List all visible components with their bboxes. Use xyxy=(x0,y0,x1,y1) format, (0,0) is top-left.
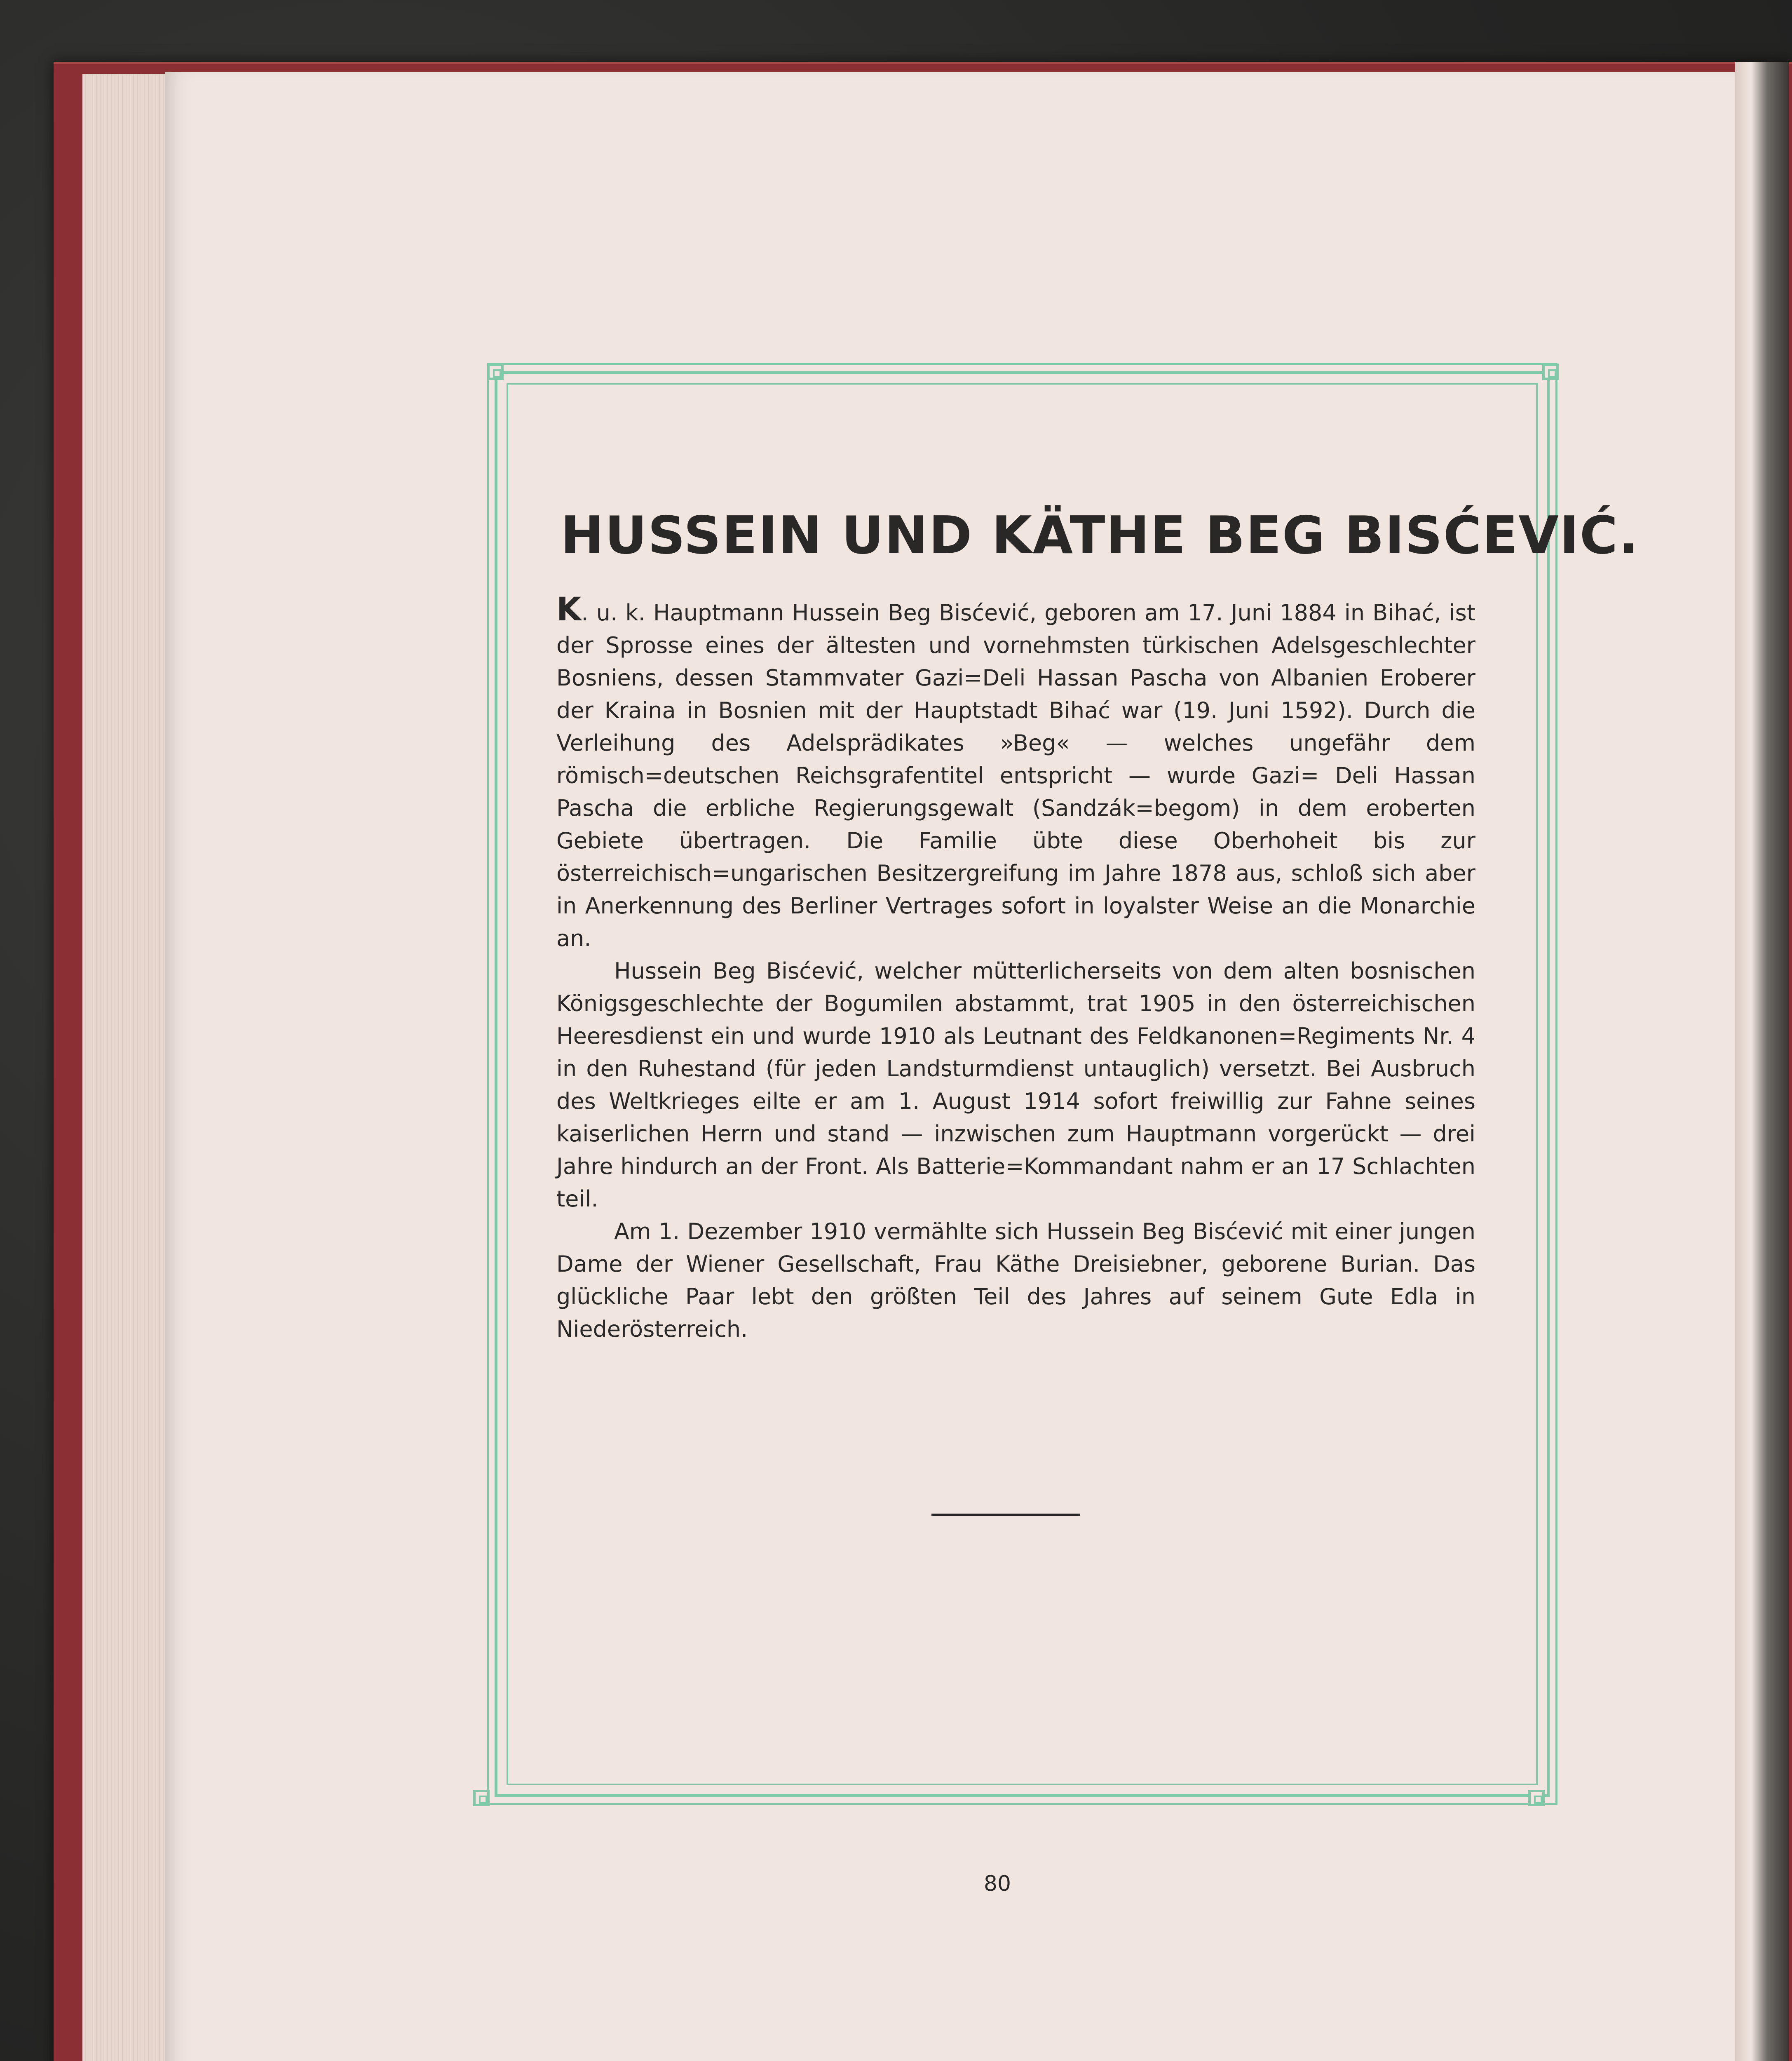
paragraph-1-text: . u. k. Hauptmann Hussein Beg Bisćević, geboren am 17. Juni 1884 in Bihać, ist der Sprosse eines der ältesten und vornehmsten türkischen Adelsgeschlechter Bosniens, dessen Stammvater Gazi=Deli Hassan Pascha von Albanien Eroberer der Kraina in Bosnien mit der Hauptstadt Bihać war (19. Juni 1592). Durch die Verleihung des Adelsprädikates »Beg« — welches ungefähr dem römisch=deutschen Reichsgrafentitel entspricht — wurde Gazi= Deli Hassan Pascha die erbliche Regierungsgewalt (Sandzák=begom) in dem eroberten Gebiete übertragen. Die Familie übte diese Oberhoheit bis zur österreichisch=ungarischen Besitzergreifung im Jahre 1878 aus, schloß sich aber in Anerkennung des Berliner Vertrages sofort in loyalster Weise an die Monarchie an. xyxy=(556,600,1475,951)
article-body xyxy=(556,591,1475,1345)
paragraph-2: Hussein Beg Bisćević, welcher mütterlicherseits von dem alten bosnischen Königsgeschlechte der Bogumilen abstammt, trat 1905 in den österreichischen Heeresdienst ein und wurde 1910 als Leutnant des Feldkanonen=Regiments Nr. 4 in den Ruhestand (für jeden Landsturmdienst untauglich) versetzt. Bei Ausbruch des Weltkrieges eilte er am 1. August 1914 sofort freiwillig zur Fahne seines kaiserlichen Herrn und stand — inzwischen zum Hauptmann vorgerückt — drei Jahre hindurch an der Front. Als Batterie=Kommandant nahm er an 17 Schlachten teil. xyxy=(556,958,1475,1212)
closing-rule xyxy=(931,1514,1080,1516)
drop-cap: K xyxy=(556,591,582,628)
frame-corner-top-left xyxy=(487,364,504,380)
frame-corner-bottom-right xyxy=(1528,1790,1545,1806)
paragraph-1 xyxy=(556,591,1475,955)
frame-corner-top-right xyxy=(1542,364,1559,380)
article-title: HUSSEIN UND KÄTHE BEG BISĆEVIĆ. xyxy=(561,505,1640,566)
page-number: 80 xyxy=(983,1871,1011,1896)
frame-corner-bottom-left xyxy=(473,1790,490,1806)
paragraph-3: Am 1. Dezember 1910 vermählte sich Hussein Beg Bisćević mit einer jungen Dame der Wiener Gesellschaft, Frau Käthe Dreisiebner, geborene Burian. Das glückliche Paar lebt den größten Teil des Jahres auf seinem Gute Edla in Niederösterreich. xyxy=(556,1218,1475,1342)
book-gutter xyxy=(1735,62,1789,2061)
